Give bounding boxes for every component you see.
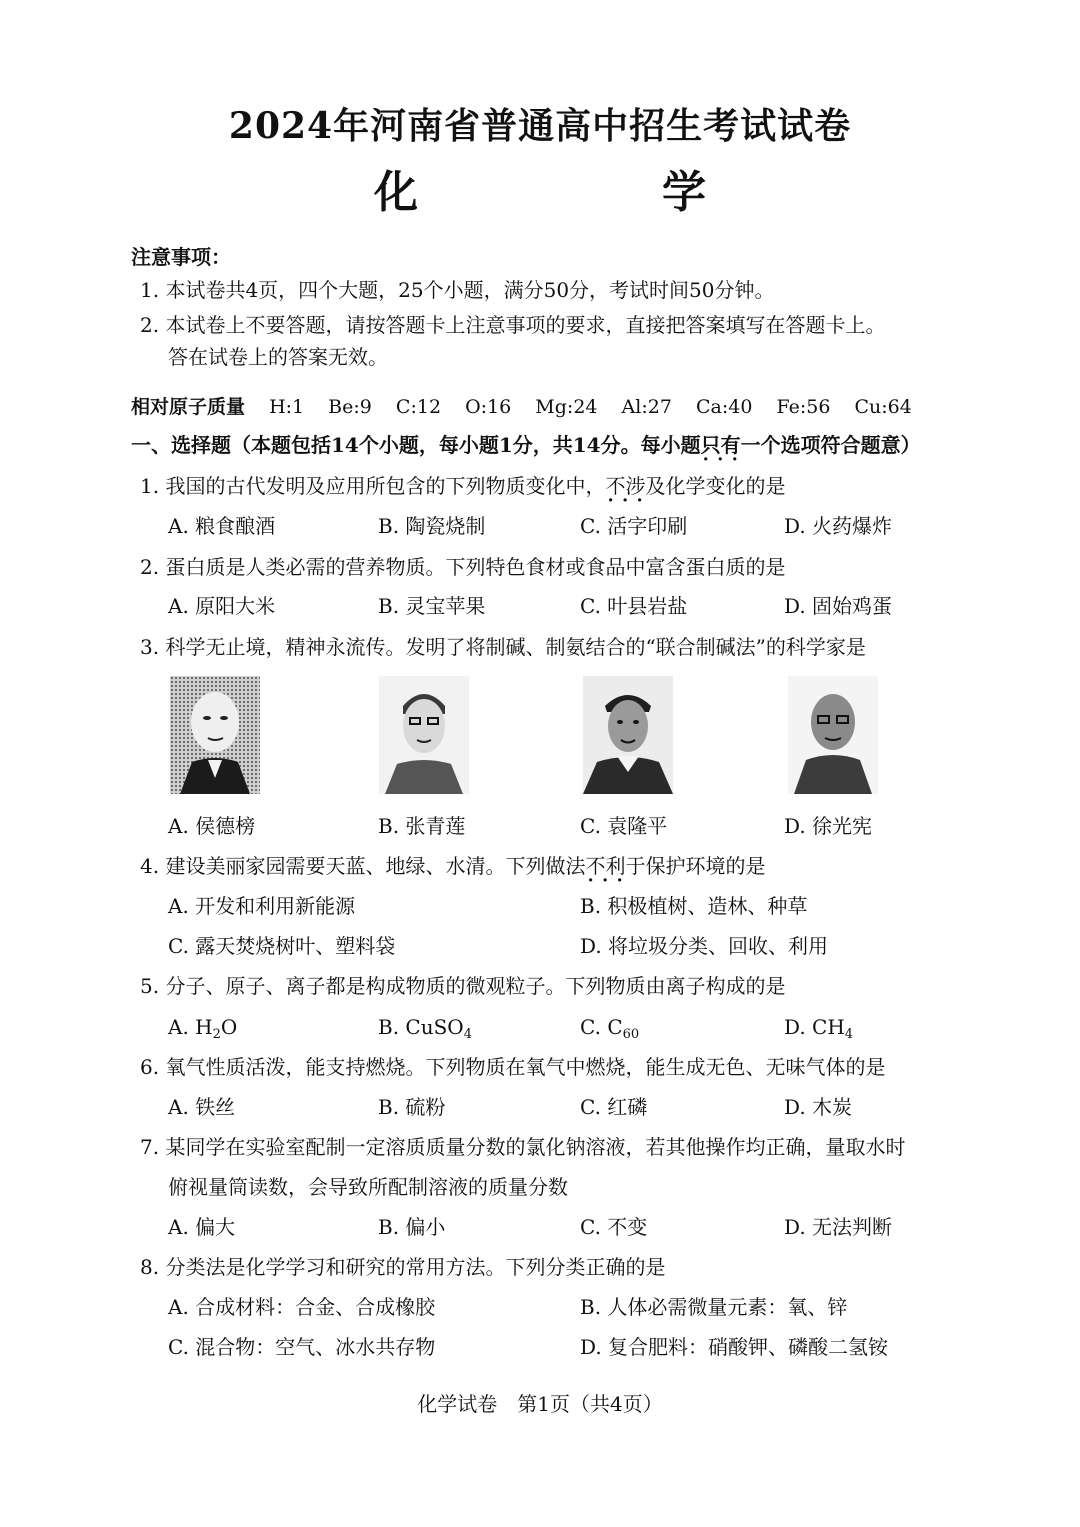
atomic-mass-h: H:1 — [269, 396, 305, 418]
question-5-option-c — [580, 1014, 639, 1040]
question-1-option-d: D. 火药爆炸 — [784, 514, 893, 538]
question-8-option-b: B. 人体必需微量元素：氧、锌 — [580, 1295, 848, 1319]
question-5-option-a-label: A. — [168, 1015, 196, 1039]
question-7-option-c: C. 不变 — [580, 1215, 648, 1239]
atomic-mass-label: 相对原子质量 — [131, 396, 246, 418]
portrait-yuan-longping — [583, 676, 673, 794]
question-2-option-c: C. 叶县岩盐 — [580, 594, 688, 618]
subject-title: 化 学 — [374, 167, 806, 218]
formula-d-part1: CH — [812, 1015, 845, 1039]
question-7-option-b: B. 偏小 — [378, 1215, 446, 1239]
portrait-hou-debang — [170, 676, 260, 794]
question-1-option-c: C. 活字印刷 — [580, 514, 688, 538]
question-6-option-d: D. 木炭 — [784, 1095, 853, 1119]
question-8-option-c: C. 混合物：空气、冰水共存物 — [168, 1335, 436, 1359]
question-8-option-a: A. 合成材料：合金、合成橡胶 — [168, 1295, 436, 1319]
notice-item-2-cont: 答在试卷上的答案无效。 — [168, 345, 388, 369]
formula-b-sub: 4 — [463, 1027, 472, 1042]
formula-a-part2: O — [220, 1015, 238, 1039]
question-2-option-b: B. 灵宝苹果 — [378, 594, 486, 618]
question-3-option-a: A. 侯德榜 — [168, 814, 256, 838]
question-6-option-a: A. 铁丝 — [168, 1095, 236, 1119]
section1-heading-part1: 一、选择题（本题包括14个小题，每小题1分，共14分。每小题 — [131, 433, 701, 457]
question-1-stem-b: 化学变化的是 — [665, 474, 786, 498]
atomic-mass-mg: Mg:24 — [535, 396, 598, 418]
formula-a-sub: 2 — [212, 1027, 221, 1042]
question-1-option-b: B. 陶瓷烧制 — [378, 514, 486, 538]
portrait-zhang-qinglian — [379, 676, 469, 794]
atomic-mass-al: Al:27 — [621, 396, 672, 418]
question-4-stem-a: 4. 建设美丽家园需要天蓝、地绿、水清。下列做法 — [140, 854, 586, 878]
question-7-option-a: A. 偏大 — [168, 1215, 236, 1239]
atomic-mass-cu: Cu:64 — [854, 396, 912, 418]
question-5-option-b-label: B. — [378, 1015, 406, 1039]
question-7-stem: 7. 某同学在实验室配制一定溶质质量分数的氯化钠溶液，若其他操作均正确，量取水时 — [140, 1135, 906, 1159]
question-4-option-d: D. 将垃圾分类、回收、利用 — [580, 934, 829, 958]
notice-item-1: 1. 本试卷共4页，四个大题，25个小题，满分50分，考试时间50分钟。 — [140, 278, 775, 302]
question-5-option-d — [784, 1014, 853, 1040]
question-2-stem: 2. 蛋白质是人类必需的营养物质。下列特色食材或食品中富含蛋白质的是 — [140, 555, 786, 579]
question-6-option-c: C. 红磷 — [580, 1095, 648, 1119]
question-1-emphasis: 不涉及 · · · — [605, 474, 665, 498]
question-5-option-d-label: D. — [784, 1015, 813, 1039]
notice-item-2: 2. 本试卷上不要答题，请按答题卡上注意事项的要求，直接把答案填写在答题卡上。 — [140, 313, 886, 337]
atomic-mass-o: O:16 — [465, 396, 512, 418]
portrait-xu-guangxian — [788, 676, 878, 794]
question-4-option-a: A. 开发和利用新能源 — [168, 894, 356, 918]
question-5-option-b — [378, 1014, 472, 1040]
formula-c-sub: 60 — [622, 1027, 640, 1042]
question-4-stem — [140, 853, 765, 879]
atomic-mass-line — [131, 394, 930, 420]
question-1-stem-a: 1. 我国的古代发明及应用所包含的下列物质变化中， — [140, 474, 606, 498]
formula-c-part1: C — [607, 1015, 623, 1039]
exam-title: 2024年河南省普通高中招生考试试卷 — [228, 105, 852, 147]
question-5-option-a — [168, 1014, 237, 1040]
question-8-option-d: D. 复合肥料：硝酸钾、磷酸二氢铵 — [580, 1335, 889, 1359]
question-3-stem: 3. 科学无止境，精神永流传。发明了将制碱、制氨结合的“联合制碱法”的科学家是 — [140, 635, 866, 659]
question-4-stem-b: 保护环境的是 — [645, 854, 766, 878]
notice-label: 注意事项： — [131, 245, 231, 269]
question-4-option-c: C. 露天焚烧树叶、塑料袋 — [168, 934, 396, 958]
question-6-option-b: B. 硫粉 — [378, 1095, 446, 1119]
question-6-stem: 6. 氧气性质活泼，能支持燃烧。下列物质在氧气中燃烧，能生成无色、无味气体的是 — [140, 1055, 886, 1079]
section1-heading-part2: 选项符合题意） — [780, 433, 921, 457]
question-4-option-b: B. 积极植树、造林、种草 — [580, 894, 808, 918]
question-1-option-a: A. 粮食酿酒 — [168, 514, 276, 538]
formula-b-part1: CuSO — [405, 1015, 464, 1039]
question-7-stem-cont: 俯视量筒读数，会导致所配制溶液的质量分数 — [168, 1175, 568, 1199]
atomic-mass-c: C:12 — [395, 396, 442, 418]
question-2-option-a: A. 原阳大米 — [168, 594, 276, 618]
page-footer: 化学试卷 第1页（共4页） — [417, 1392, 663, 1416]
formula-d-sub: 4 — [844, 1027, 854, 1042]
question-1-stem — [140, 473, 785, 499]
question-3-option-c: C. 袁隆平 — [580, 814, 668, 838]
section1-heading — [131, 432, 921, 458]
section1-heading-emphasis: 只有一个 · · · — [701, 433, 781, 457]
question-5-stem: 5. 分子、原子、离子都是构成物质的微观粒子。下列物质由离子构成的是 — [140, 974, 786, 998]
atomic-mass-be: Be:9 — [328, 396, 372, 418]
question-2-option-d: D. 固始鸡蛋 — [784, 594, 893, 618]
question-3-option-b: B. 张青莲 — [378, 814, 466, 838]
atomic-mass-fe: Fe:56 — [776, 396, 831, 418]
question-8-stem: 8. 分类法是化学学习和研究的常用方法。下列分类正确的是 — [140, 1255, 666, 1279]
atomic-mass-ca: Ca:40 — [695, 396, 753, 418]
question-4-emphasis: 不利于 · · · — [585, 854, 645, 878]
formula-a-part1: H — [195, 1015, 213, 1039]
question-3-option-d: D. 徐光宪 — [784, 814, 873, 838]
question-5-option-c-label: C. — [580, 1015, 608, 1039]
question-7-option-d: D. 无法判断 — [784, 1215, 893, 1239]
